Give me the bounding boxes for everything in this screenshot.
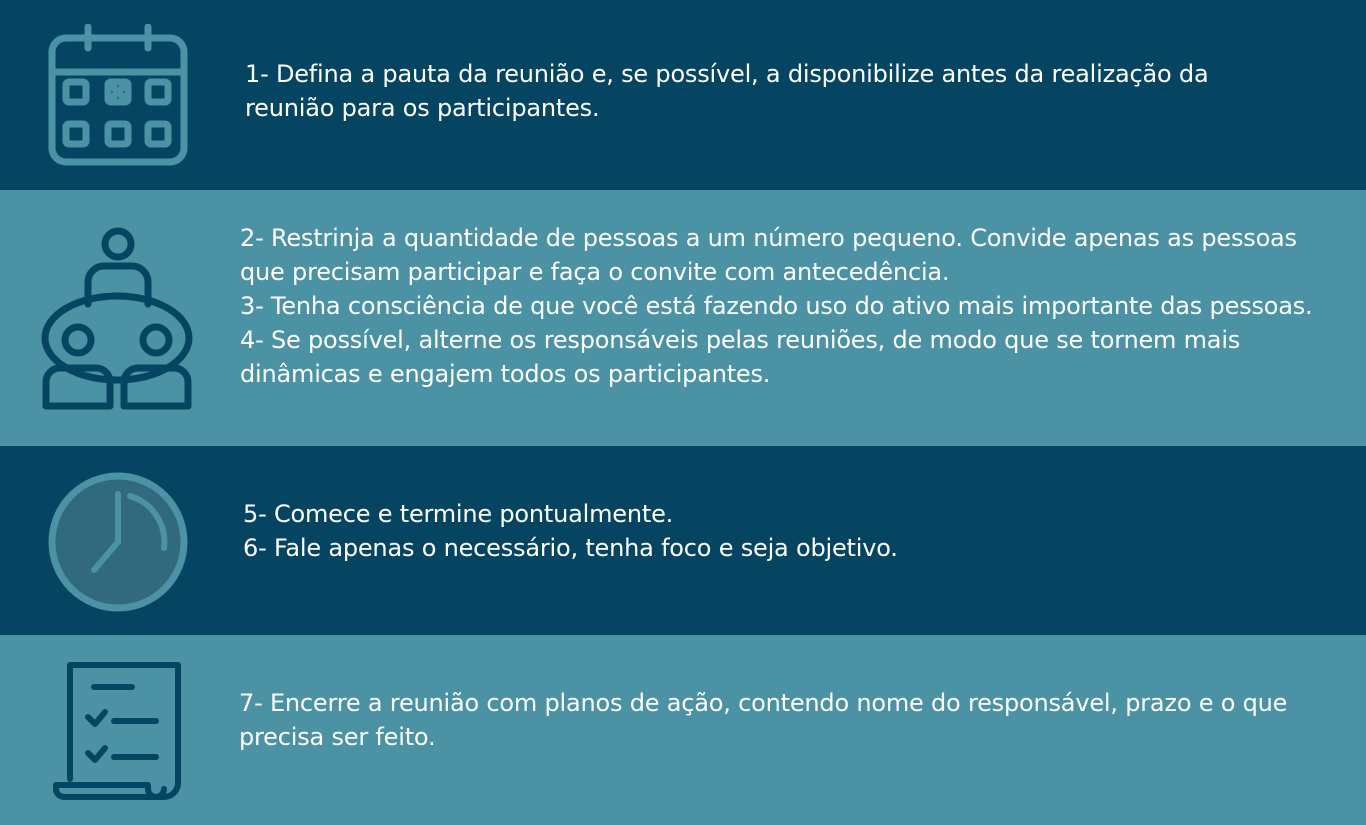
tip-3: 3- Tenha consciência de que você está fazendo uso do ativo mais importante das pessoas. bbox=[240, 292, 1313, 320]
section-time bbox=[0, 446, 1366, 635]
section-agenda bbox=[0, 0, 1366, 190]
section-text bbox=[245, 57, 1285, 125]
tip-4: 4- Se possível, alterne os responsáveis pelas reuniões, de modo que se tornem mais dinâmicas e engajem todos os participantes. bbox=[240, 326, 1241, 388]
section-text bbox=[239, 686, 1349, 754]
tip-5: 5- Comece e termine pontualmente. bbox=[243, 500, 674, 528]
clock-icon bbox=[46, 470, 190, 618]
meeting-table-icon bbox=[40, 226, 195, 416]
tip-2: 2- Restrinja a quantidade de pessoas a um número pequeno. Convide apenas as pessoas que precisam participar e faça o convite com antecedência. bbox=[240, 224, 1297, 286]
checklist-icon bbox=[52, 659, 184, 807]
section-text bbox=[243, 497, 1323, 565]
tip-7: 7- Encerre a reunião com planos de ação, contendo nome do responsável, prazo e o que precisa ser feito. bbox=[239, 689, 1288, 751]
tip-6: 6- Fale apenas o necessário, tenha foco e seja objetivo. bbox=[243, 534, 898, 562]
calendar-icon bbox=[48, 24, 188, 170]
tip-1: 1- Defina a pauta da reunião e, se possível, a disponibilize antes da realização da reunião para os participantes. bbox=[245, 60, 1209, 122]
section-participants bbox=[0, 190, 1366, 446]
section-action-plan bbox=[0, 635, 1366, 825]
section-text bbox=[240, 221, 1320, 391]
